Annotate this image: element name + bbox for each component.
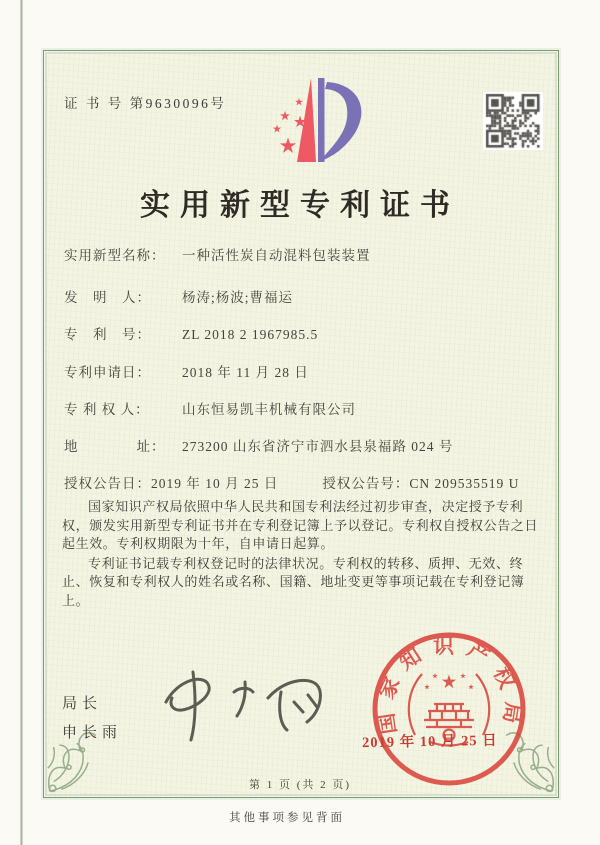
field-label: 专 利 权 人： bbox=[64, 402, 150, 417]
field-value: 一种活性炭自动混料包装装置 bbox=[182, 248, 371, 263]
legal-paragraph-2: 专利证书记载专利权登记时的法律状况。专利权的转移、质押、无效、终止、恢复和专利权人的姓名或名称、国籍、地址变更等事项记载在专利登记簿上。 bbox=[62, 555, 525, 608]
director-name: 申长雨 bbox=[62, 725, 123, 741]
grant-date-label: 授权公告日： bbox=[64, 476, 151, 491]
grant-number: CN 209535519 U bbox=[409, 476, 520, 491]
cnipa-patent-logo-icon bbox=[243, 74, 393, 186]
director-signature-icon bbox=[148, 662, 334, 752]
field-value: 2018 年 11 月 28 日 bbox=[182, 365, 309, 380]
grant-number-label: 授权公告号： bbox=[322, 476, 410, 491]
grant-date: 2019 年 10 月 25 日 bbox=[151, 476, 279, 491]
field-label: 地 址： bbox=[64, 439, 166, 454]
field-label: 专 利 号： bbox=[64, 327, 151, 342]
field-label: 实用新型名称： bbox=[64, 248, 166, 263]
field-inventors bbox=[64, 286, 293, 306]
field-utility-model-name bbox=[64, 244, 371, 264]
grant-announcement-row bbox=[64, 472, 554, 492]
field-value: 杨涛;杨波;曹福运 bbox=[182, 290, 294, 305]
field-address bbox=[64, 435, 453, 455]
field-value: ZL 2018 2 1967985.5 bbox=[182, 327, 319, 342]
field-value: 山东恒易凯丰机械有限公司 bbox=[182, 402, 356, 417]
see-back-note: 其他事项参见背面 bbox=[229, 812, 345, 824]
legal-paragraph-1: 国家知识产权局依照中华人民共和国专利法经过初步审查，决定授予专利权，颁发实用新型专利证书并在专利登记簿上予以登记。专利权自授权公告之日起生效。专利权期限为十年，自申请日起算。 bbox=[62, 499, 539, 551]
seal-date: 2019 年 10 月 25 日 bbox=[361, 732, 498, 752]
field-patent-number bbox=[64, 323, 318, 343]
director-title: 局长 bbox=[62, 696, 103, 712]
seal-text: 国家知识产权局 bbox=[372, 633, 526, 736]
certificate-number: 证 书 号 第9630096号 bbox=[64, 96, 227, 111]
field-label: 发 明 人： bbox=[64, 290, 151, 305]
field-value: 273200 山东省济宁市泗水县泉福路 024 号 bbox=[182, 439, 454, 454]
director-block bbox=[62, 690, 122, 748]
field-label: 专利申请日： bbox=[64, 365, 151, 380]
field-patentee bbox=[64, 398, 356, 418]
legal-notice-text bbox=[62, 498, 544, 611]
scan-page-edge bbox=[20, 0, 23, 845]
page-number: 第 1 页 (共 2 页) bbox=[248, 779, 352, 791]
cnipa-official-seal-icon bbox=[366, 626, 532, 792]
field-filing-date bbox=[64, 361, 309, 381]
qr-code bbox=[483, 92, 543, 150]
certificate-title: 实用新型专利证书 bbox=[140, 189, 460, 222]
